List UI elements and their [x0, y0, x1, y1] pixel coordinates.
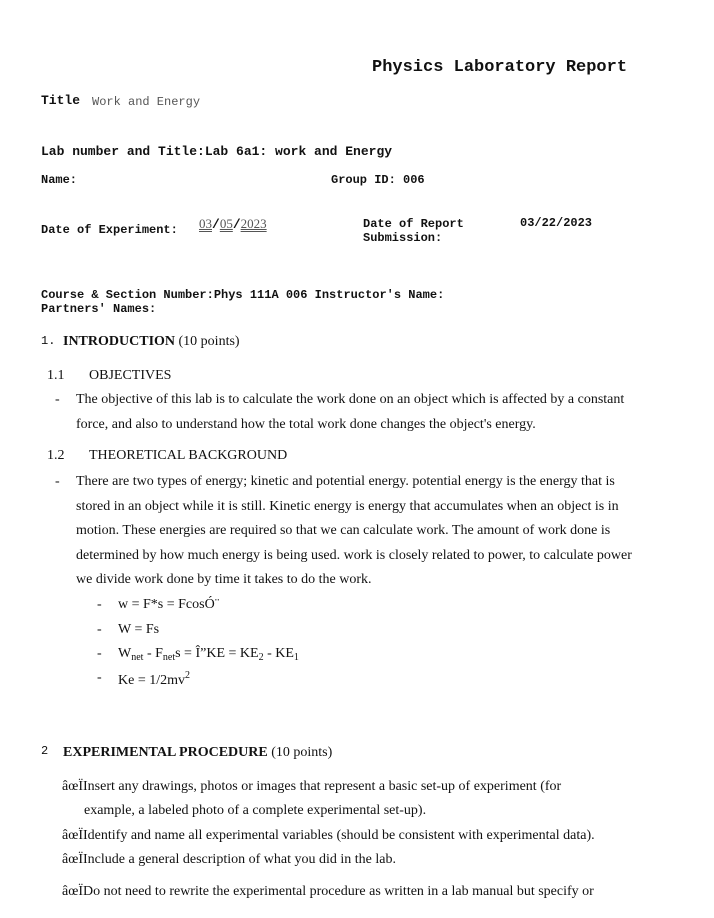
- objectives-num: 1.1: [47, 368, 65, 383]
- objectives-title: OBJECTIVES: [89, 368, 172, 383]
- objectives-line-1: The objective of this lab is to calculate the work done on an object which is affected by a constant: [76, 392, 625, 407]
- objectives-bullet: -: [55, 392, 60, 407]
- group-id-value: 006: [403, 173, 425, 187]
- course-value: Phys 111A 006: [213, 288, 308, 302]
- equation-bullet-1: -: [97, 597, 102, 612]
- procedure-item-4: âœÏDo not need to rewrite the experimental procedure as written in a lab manual but specify or: [62, 884, 594, 899]
- checkbox-marker-icon: âœÏ: [62, 828, 83, 843]
- intro-points: (10 points): [178, 334, 240, 349]
- equation-3: $W_{net} - F_{net}s$ = Î”KE = $KE_2 - KE_1$: [118, 646, 299, 663]
- objectives-line-2: force, and also to understand how the total work done changes the object's energy.: [76, 417, 536, 432]
- theory-line-4: determined by how much energy is being used. work is closely related to power, to calculate power: [76, 548, 632, 563]
- lab-number-field: [41, 144, 392, 159]
- intro-heading: INTRODUCTION: [63, 334, 176, 349]
- equation-bullet-3: -: [97, 646, 102, 661]
- intro-number: 1.: [41, 334, 56, 348]
- theory-line-2: stored in an object while it is still. Kinetic energy is energy that accumulates when an object is in: [76, 499, 619, 514]
- equation-4: $Ke = 1/2mv^2$: [118, 670, 190, 688]
- date-exp-month: 03: [199, 216, 212, 231]
- equation-bullet-4: -: [97, 670, 102, 685]
- course-field: [41, 288, 444, 302]
- equation-2: W = Fs: [118, 622, 160, 637]
- date-report-label-line2: Submission:: [363, 231, 443, 245]
- theory-line-5: we divide work done by time it takes to do the work.: [76, 572, 372, 587]
- theory-line-1: There are two types of energy; kinetic and potential energy. potential energy is the energy that is: [76, 474, 615, 489]
- checkbox-marker-icon: âœÏ: [62, 884, 83, 899]
- group-id-field: [331, 173, 425, 187]
- title-label: Title: [41, 93, 81, 108]
- equation-1: w = F*s = FcosÓ¨: [118, 597, 220, 612]
- theory-bullet: -: [55, 474, 60, 489]
- procedure-heading: EXPERIMENTAL PROCEDURE: [63, 745, 268, 760]
- partners-label: Partners' Names:: [41, 302, 157, 316]
- date-experiment-value: [199, 216, 267, 232]
- procedure-item-2: âœÏIdentify and name all experimental variables (should be consistent with experimental data).: [62, 828, 595, 843]
- lab-number-value: Lab 6a1: work and Energy: [204, 144, 393, 159]
- name-label: Name:: [41, 173, 78, 187]
- date-sep-2: /: [232, 217, 241, 232]
- lab-number-label: Lab number and Title:: [41, 144, 205, 159]
- date-report-value: 03/22/2023: [520, 216, 593, 230]
- report-title: Physics Laboratory Report: [372, 58, 628, 77]
- group-id-label: Group ID:: [331, 173, 396, 187]
- date-exp-day: 05: [219, 216, 233, 231]
- procedure-item-1: [62, 779, 561, 795]
- intro-heading-line: [63, 334, 240, 350]
- procedure-points: (10 points): [271, 745, 333, 760]
- checkbox-marker-icon: âœÏ: [62, 852, 83, 867]
- procedure-heading-line: [63, 745, 332, 761]
- theory-line-3: motion. These energies are required so that we can calculate work. The amount of work done is: [76, 523, 611, 538]
- course-label: Course & Section Number:: [41, 288, 214, 302]
- date-sep-1: /: [212, 217, 220, 232]
- equation-bullet-2: -: [97, 622, 102, 637]
- theory-num: 1.2: [47, 448, 65, 463]
- instructor-label: Instructor's Name:: [314, 288, 445, 302]
- procedure-item-3: âœÏInclude a general description of what you did in the lab.: [62, 852, 396, 867]
- title-value: Work and Energy: [92, 95, 201, 109]
- date-report-label: [363, 217, 464, 245]
- date-experiment-label: Date of Experiment:: [41, 223, 178, 237]
- procedure-item-1-line-1: Insert any drawings, photos or images that represent a basic set-up of experiment (for: [83, 779, 562, 794]
- theory-title: THEORETICAL BACKGROUND: [89, 448, 288, 463]
- procedure-number: 2: [41, 744, 49, 758]
- checkbox-marker-icon: âœÏ: [62, 779, 83, 794]
- date-exp-year: 2023: [240, 216, 267, 231]
- date-report-label-line1: Date of Report: [363, 217, 464, 231]
- procedure-item-1-line-2: example, a labeled photo of a complete experimental set-up).: [84, 803, 427, 818]
